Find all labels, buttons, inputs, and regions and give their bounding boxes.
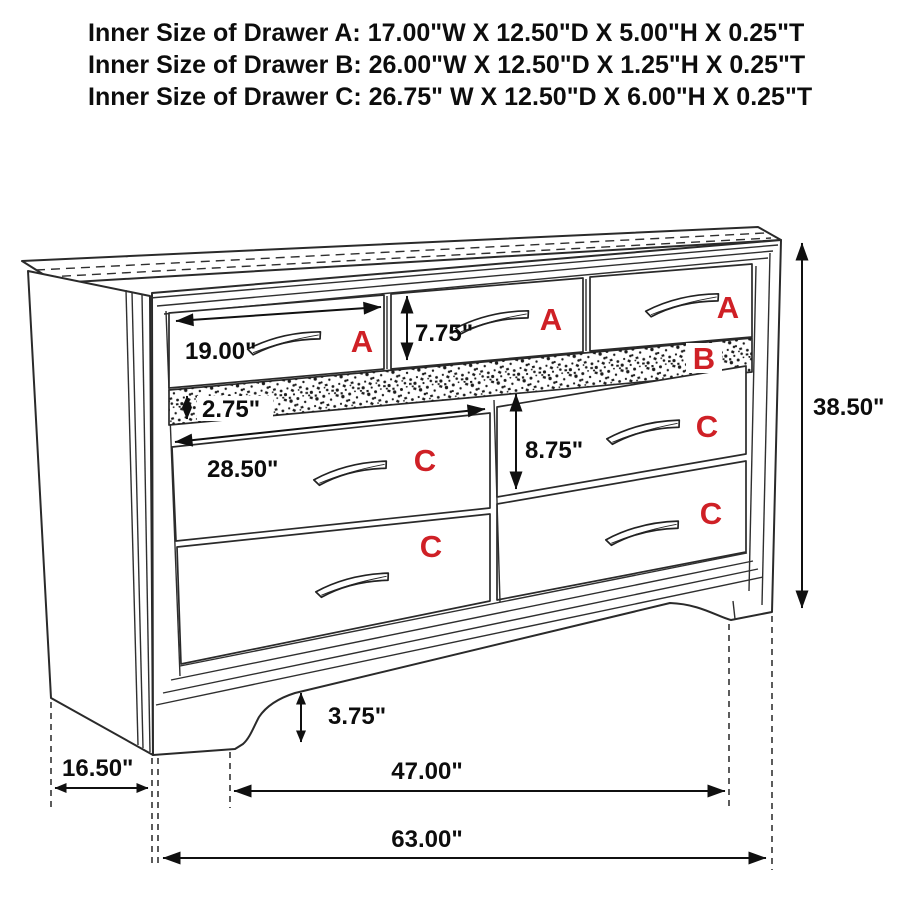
dimension-jewelry-band-height: [187, 396, 273, 423]
title-line-drawer-a: Inner Size of Drawer A: 17.00"W X 12.50"D X 5.00"H X 0.25"T: [88, 19, 805, 47]
dimension-label: 8.75": [525, 437, 584, 464]
dresser-drawing: [22, 227, 781, 755]
title-line-drawer-c: Inner Size of Drawer C: 26.75" W X 12.50"D X 6.00"H X 0.25"T: [88, 83, 813, 111]
drawer-c-right-upper-label: C: [695, 409, 719, 444]
dimension-overall-height: [802, 243, 884, 608]
drawer-a2-label: A: [539, 302, 563, 337]
dimension-label: 3.75": [328, 703, 387, 730]
drawer-c-left-upper-label: C: [413, 443, 437, 478]
dimension-label: 19.00": [185, 338, 257, 365]
title-block: [88, 19, 812, 111]
dimension-label: 38.50": [813, 394, 885, 421]
drawer-a3-label: A: [716, 290, 740, 325]
drawer-b-label: B: [692, 341, 716, 376]
dimension-side-depth: [55, 755, 148, 788]
dimension-overall-width: [163, 826, 766, 858]
dimension-foot-height: [301, 693, 386, 742]
dimension-label: 63.00": [391, 826, 463, 853]
dresser-side-panel: [28, 271, 153, 755]
dimension-label: 2.75": [202, 396, 261, 423]
drawer-a1-label: A: [350, 324, 374, 359]
dimension-label: 7.75": [415, 320, 474, 347]
title-line-drawer-b: Inner Size of Drawer B: 26.00"W X 12.50"D X 1.25"H X 0.25"T: [88, 51, 806, 79]
dimension-label: 16.50": [62, 755, 134, 782]
dimension-label: 28.50": [207, 456, 279, 483]
dimension-feet-span-width: [234, 758, 725, 791]
drawer-c-right-lower-label: C: [699, 496, 723, 531]
drawer-c-left-lower-label: C: [419, 529, 443, 564]
dimension-label: 47.00": [391, 758, 463, 785]
